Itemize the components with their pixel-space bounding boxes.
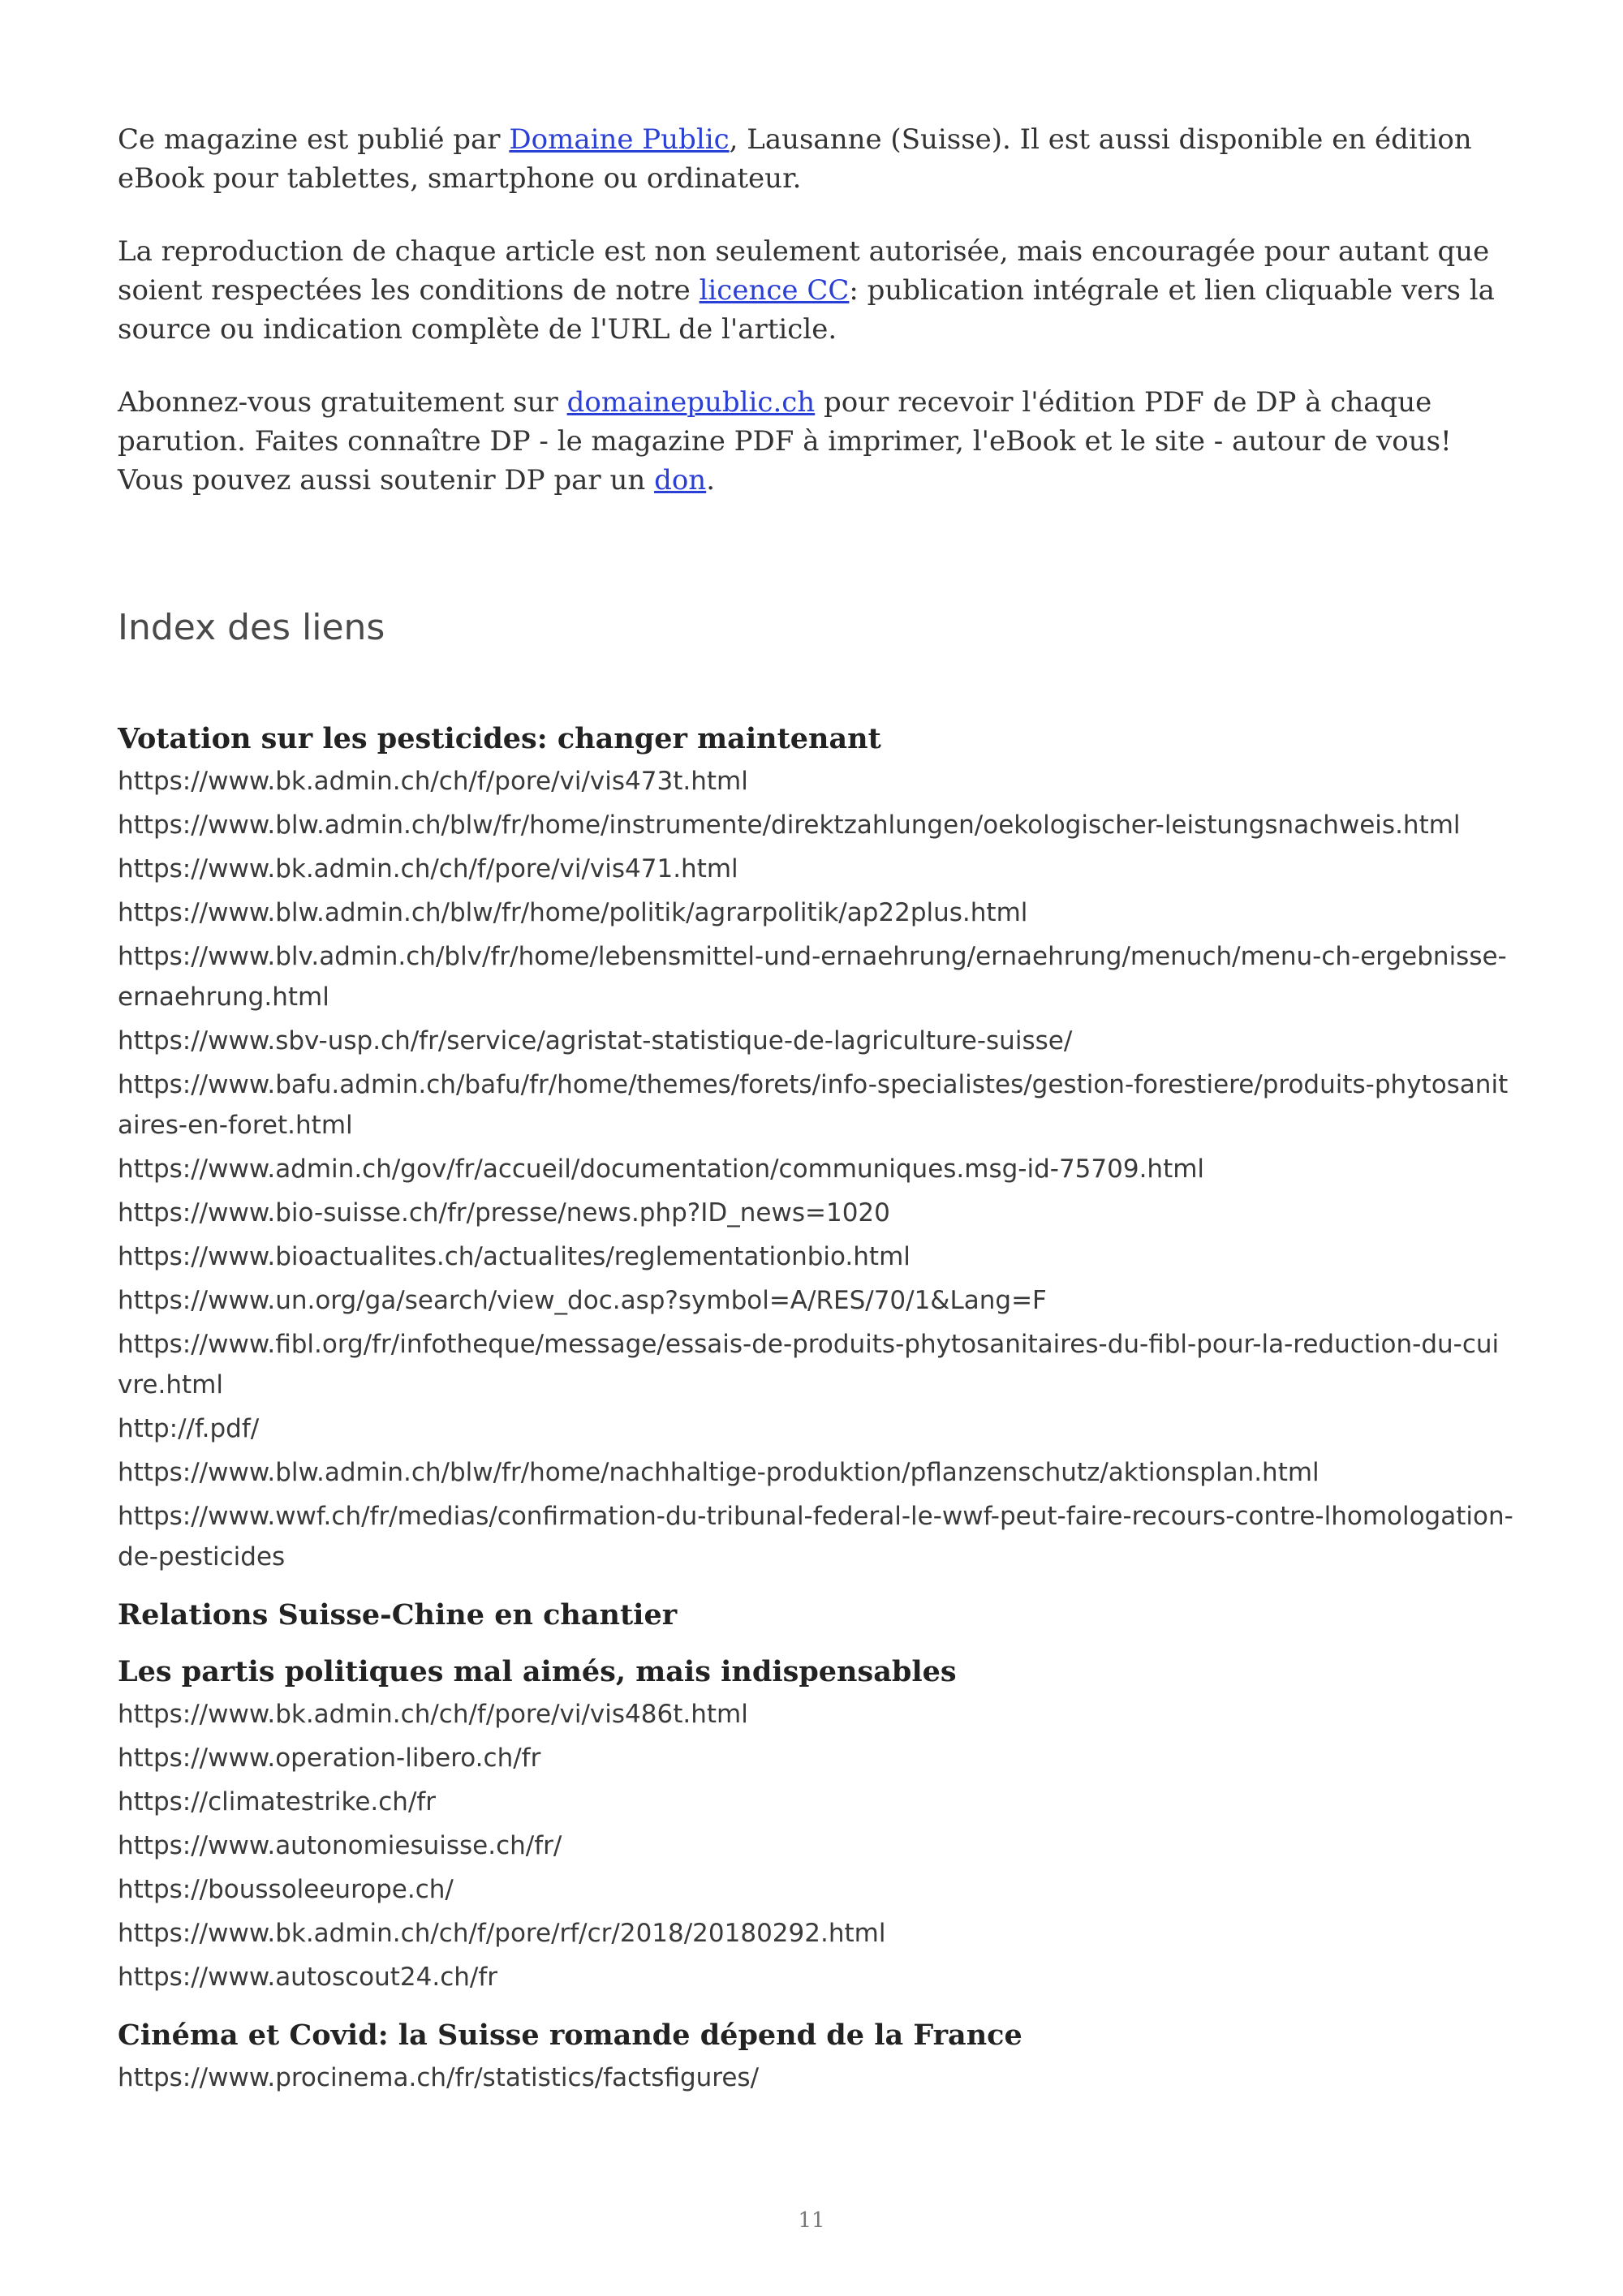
- link-item[interactable]: https://www.bafu.admin.ch/bafu/fr/home/themes/forets/info-specialistes/gestion-forestiere/produits-phytosanitaires-en-foret.html: [118, 1070, 1509, 1140]
- link-item[interactable]: https://www.bk.admin.ch/ch/f/pore/vi/vis473t.html: [118, 767, 748, 796]
- link-item[interactable]: https://www.bk.admin.ch/ch/f/pore/vi/vis486t.html: [118, 1700, 748, 1729]
- link-item[interactable]: https://www.operation-libero.ch/fr: [118, 1743, 541, 1773]
- licence-cc-link[interactable]: licence CC: [699, 274, 850, 307]
- link-item[interactable]: https://www.sbv-usp.ch/fr/service/agristat-statistique-de-lagriculture-suisse/: [118, 1026, 1073, 1056]
- link-section: [118, 1597, 1513, 1634]
- link-item[interactable]: https://www.bioactualites.ch/actualites/reglementationbio.html: [118, 1242, 911, 1271]
- domaine-public-link[interactable]: Domaine Public: [509, 123, 730, 156]
- page-number: 11: [798, 2208, 825, 2233]
- link-list: [118, 1694, 1513, 1997]
- intro-paragraph-publisher: Ce magazine est publié par Domaine Public, Lausanne (Suisse). Il est aussi disponible en édition eBook pour tablettes, smartphone ou ordinateur.: [118, 123, 1472, 195]
- link-item[interactable]: https://www.bio-suisse.ch/fr/presse/news.php?ID_news=1020: [118, 1198, 890, 1228]
- link-item[interactable]: https://www.bk.admin.ch/ch/f/pore/rf/cr/2018/20180292.html: [118, 1919, 886, 1948]
- link-item[interactable]: https://climatestrike.ch/fr: [118, 1787, 437, 1817]
- link-item[interactable]: https://boussoleeurope.ch/: [118, 1875, 454, 1904]
- intro-block: [118, 120, 1513, 500]
- link-item[interactable]: https://www.procinema.ch/fr/statistics/factsfigures/: [118, 2063, 760, 2092]
- link-section: [118, 720, 1513, 1577]
- link-list: [118, 2057, 1513, 2098]
- link-section: [118, 1653, 1513, 1997]
- donation-link[interactable]: don: [654, 464, 707, 497]
- link-item[interactable]: https://www.bk.admin.ch/ch/f/pore/vi/vis471.html: [118, 854, 738, 884]
- link-item[interactable]: https://www.autonomiesuisse.ch/fr/: [118, 1831, 562, 1860]
- link-item[interactable]: https://www.blw.admin.ch/blw/fr/home/instrumente/direktzahlungen/oekologischer-leistungsnachweis.html: [118, 810, 1461, 840]
- document-page: [118, 120, 1513, 2101]
- domainepublic-link[interactable]: domainepublic.ch: [566, 386, 816, 419]
- section-title: Relations Suisse-Chine en chantier: [118, 1598, 678, 1632]
- section-title: Cinéma et Covid: la Suisse romande dépend de la France: [118, 2019, 1022, 2052]
- link-item[interactable]: https://www.fibl.org/fr/infotheque/message/essais-de-produits-phytosanitaires-du-fibl-pour-la-reduction-du-cuivre.html: [118, 1330, 1500, 1400]
- section-title: Les partis politiques mal aimés, mais indispensables: [118, 1655, 957, 1688]
- index-heading: Index des liens: [118, 607, 385, 648]
- intro-paragraph-subscribe: Abonnez-vous gratuitement sur domainepublic.ch pour recevoir l'édition PDF de DP à chaque parution. Faites connaître DP - le magazine PDF à imprimer, l'eBook et le site - autour de vous! Vous pouvez aussi soutenir DP par un don.: [118, 386, 1452, 497]
- link-list: [118, 761, 1513, 1577]
- section-title: Votation sur les pesticides: changer maintenant: [118, 722, 881, 755]
- link-item[interactable]: https://www.autoscout24.ch/fr: [118, 1963, 498, 1992]
- link-section: [118, 2017, 1513, 2098]
- link-item[interactable]: https://www.wwf.ch/fr/medias/confirmation-du-tribunal-federal-le-wwf-peut-faire-recours-contre-lhomologation-de-pesticides: [118, 1502, 1513, 1572]
- link-item[interactable]: https://www.blv.admin.ch/blv/fr/home/lebensmittel-und-ernaehrung/ernaehrung/menuch/menu-ch-ergebnisse-ernaehrung.html: [118, 942, 1507, 1012]
- link-item[interactable]: http://f.pdf/: [118, 1414, 260, 1443]
- link-item[interactable]: https://www.admin.ch/gov/fr/accueil/documentation/communiques.msg-id-75709.html: [118, 1154, 1205, 1184]
- link-item[interactable]: https://www.un.org/ga/search/view_doc.asp?symbol=A/RES/70/1&Lang=F: [118, 1286, 1047, 1315]
- link-item[interactable]: https://www.blw.admin.ch/blw/fr/home/politik/agrarpolitik/ap22plus.html: [118, 898, 1028, 927]
- link-index: [118, 720, 1513, 2098]
- link-item[interactable]: https://www.blw.admin.ch/blw/fr/home/nachhaltige-produktion/pflanzenschutz/aktionsplan.html: [118, 1458, 1319, 1487]
- intro-paragraph-license: La reproduction de chaque article est non seulement autorisée, mais encouragée pour autant que soient respectées les conditions de notre licence CC: publication intégrale et lien cliquable vers la source ou indication complète de l'URL de l'article.: [118, 235, 1495, 346]
